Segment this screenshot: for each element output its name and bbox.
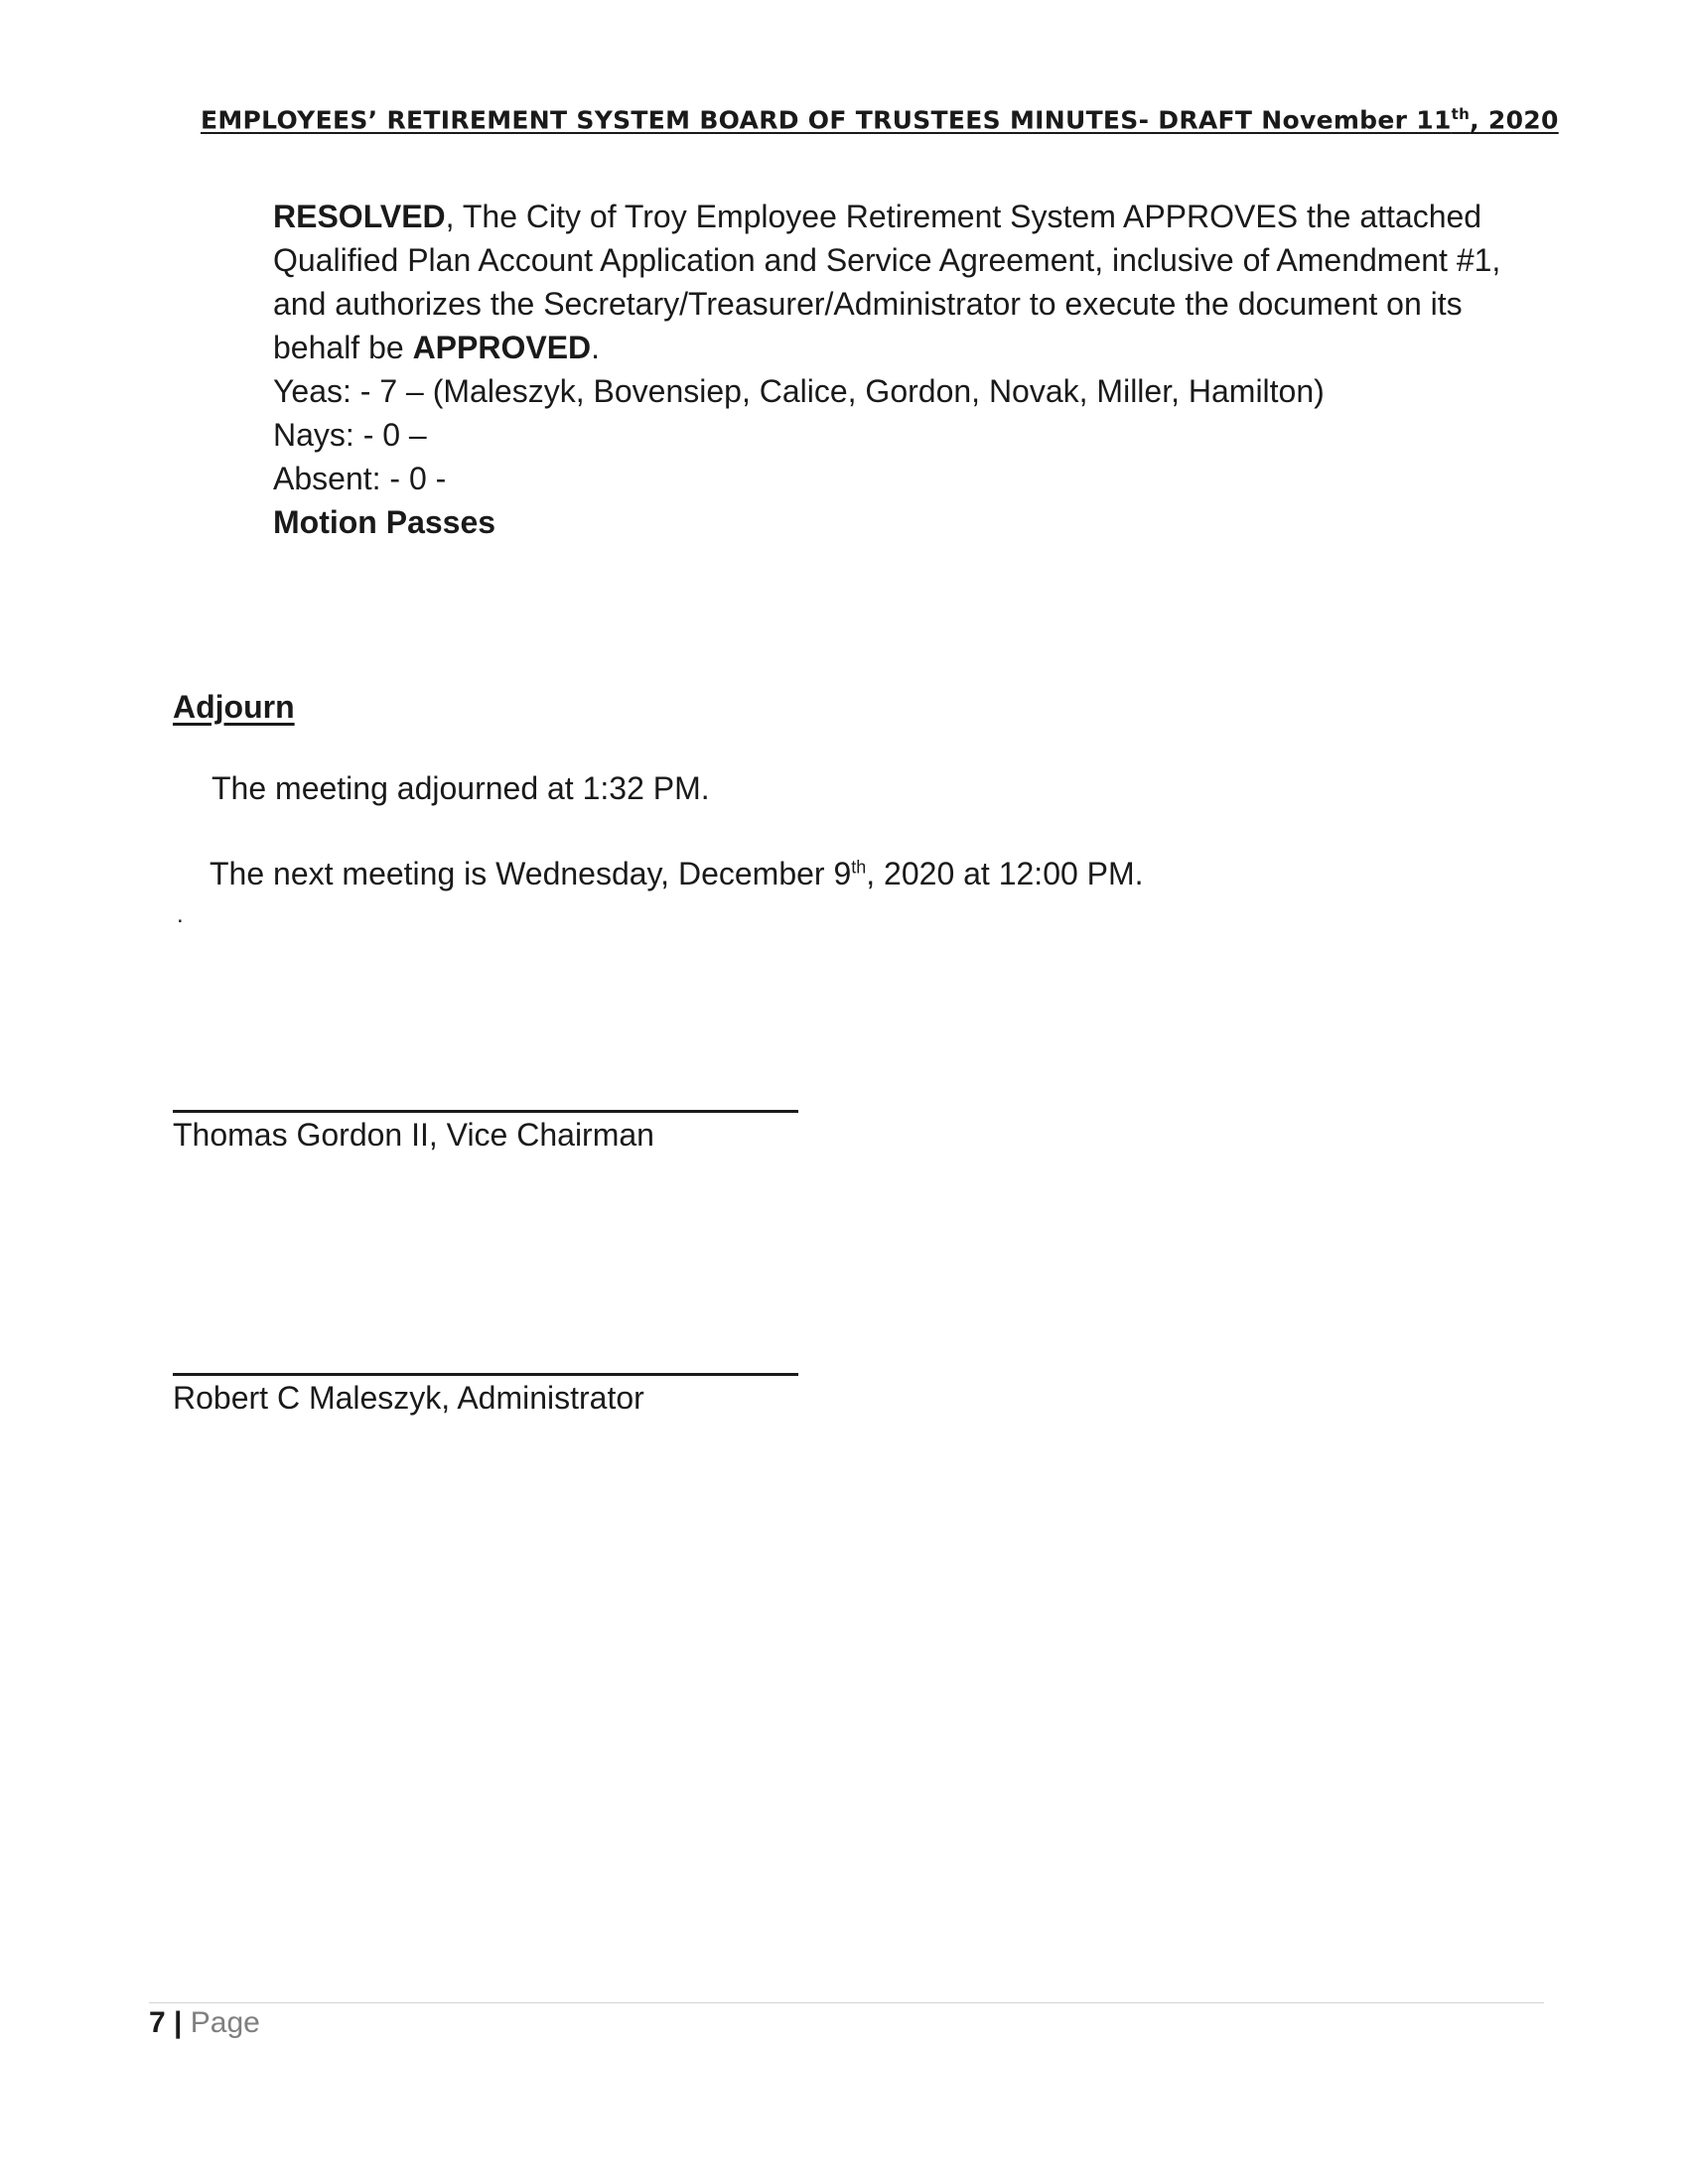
next-meeting-sup: th [851, 857, 867, 878]
vote-yeas: Yeas: - 7 – (Maleszyk, Bovensiep, Calice, Gordon, Novak, Miller, Hamilton) [273, 373, 1325, 409]
resolution-line-4-start: behalf be [273, 330, 413, 365]
page-separator: | [174, 2006, 183, 2039]
resolution-line-1 [273, 195, 1539, 238]
stray-dot: . [177, 901, 184, 928]
resolution-line-4-end: . [591, 330, 601, 365]
resolved-keyword: RESOLVED [273, 199, 446, 234]
signature-name-administrator: Robert C Maleszyk, Administrator [173, 1380, 644, 1416]
next-meeting-start: The next meeting is Wednesday, December 9 [210, 856, 852, 891]
resolution-line-4 [273, 326, 1539, 369]
footer-divider [149, 2002, 1544, 2003]
signature-line-administrator [173, 1373, 798, 1376]
next-meeting-text [210, 856, 1144, 892]
resolution-block [273, 195, 1539, 544]
motion-result: Motion Passes [273, 504, 496, 540]
resolution-line-2: Qualified Plan Account Application and Service Agreement, inclusive of Amendment #1, [273, 242, 1501, 278]
page-number: 7 [149, 2006, 166, 2039]
header-title: EMPLOYEES’ RETIREMENT SYSTEM BOARD OF TRUSTEES MINUTES- DRAFT November 11 [201, 105, 1452, 135]
resolution-line-3: and authorizes the Secretary/Treasurer/Administrator to execute the document on its [273, 286, 1463, 322]
page-label: Page [190, 2006, 260, 2039]
resolution-line-1-text: , The City of Troy Employee Retirement System APPROVES the attached [445, 199, 1482, 234]
approved-keyword: APPROVED [412, 330, 592, 365]
header-title-sup: th [1451, 105, 1471, 123]
document-header [201, 105, 1559, 135]
next-meeting-end: , 2020 at 12:00 PM. [866, 856, 1144, 891]
adjourn-heading: Adjourn [173, 689, 295, 725]
header-title-year: , 2020 [1470, 105, 1559, 135]
page-footer [149, 2006, 260, 2040]
signature-line-vice-chairman [173, 1110, 798, 1113]
signature-name-vice-chairman: Thomas Gordon II, Vice Chairman [173, 1117, 654, 1153]
vote-absent: Absent: - 0 - [273, 461, 447, 496]
vote-nays: Nays: - 0 – [273, 417, 427, 453]
adjourned-text: The meeting adjourned at 1:32 PM. [211, 770, 710, 806]
